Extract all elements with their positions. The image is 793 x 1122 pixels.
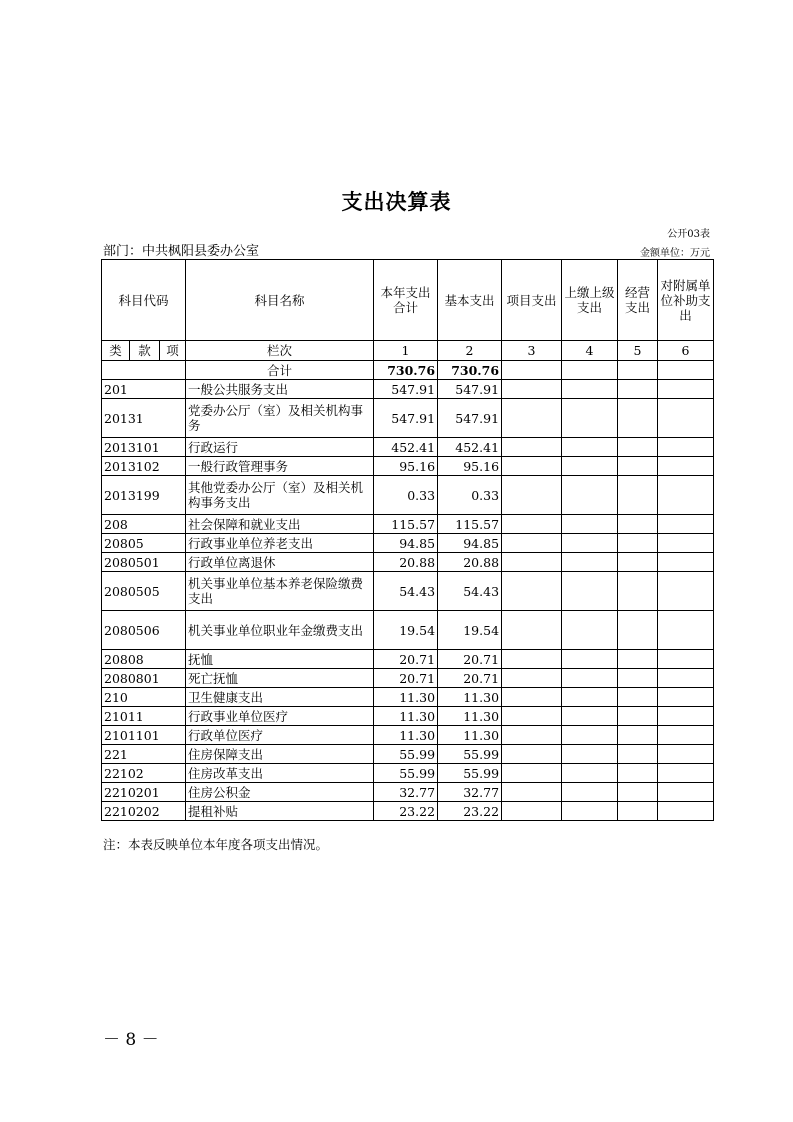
header-basic: 基本支出 xyxy=(438,260,502,341)
row-name: 卫生健康支出 xyxy=(186,688,374,707)
table-row xyxy=(102,457,714,476)
header-lanci: 栏次 xyxy=(186,341,374,361)
expenditure-table xyxy=(101,259,714,821)
total-row-basic: 730.76 xyxy=(438,361,502,380)
row-total: 32.77 xyxy=(374,783,438,802)
row-subsidy xyxy=(658,476,714,515)
row-subsidy xyxy=(658,438,714,457)
row-project xyxy=(502,783,562,802)
row-project xyxy=(502,688,562,707)
row-name: 提租补贴 xyxy=(186,802,374,821)
row-business xyxy=(618,380,658,399)
row-project xyxy=(502,669,562,688)
row-upper xyxy=(562,399,618,438)
row-basic: 11.30 xyxy=(438,707,502,726)
row-business xyxy=(618,745,658,764)
row-subsidy xyxy=(658,650,714,669)
row-total: 55.99 xyxy=(374,764,438,783)
row-code: 22102 xyxy=(102,764,186,783)
row-project xyxy=(502,726,562,745)
row-business xyxy=(618,726,658,745)
table-row xyxy=(102,515,714,534)
page-title: 支出决算表 xyxy=(341,190,452,214)
row-business xyxy=(618,802,658,821)
row-code: 2013199 xyxy=(102,476,186,515)
row-basic: 11.30 xyxy=(438,726,502,745)
row-basic: 94.85 xyxy=(438,534,502,553)
header-kuan: 款 xyxy=(130,341,160,361)
table-row xyxy=(102,745,714,764)
row-name: 住房保障支出 xyxy=(186,745,374,764)
header-subsidy: 对附属单位补助支出 xyxy=(658,260,714,341)
row-project xyxy=(502,438,562,457)
row-subsidy xyxy=(658,745,714,764)
row-name: 行政事业单位养老支出 xyxy=(186,534,374,553)
total-row-total: 730.76 xyxy=(374,361,438,380)
table-row xyxy=(102,688,714,707)
row-subsidy xyxy=(658,707,714,726)
row-project xyxy=(502,650,562,669)
table-row xyxy=(102,399,714,438)
row-business xyxy=(618,553,658,572)
row-name: 住房公积金 xyxy=(186,783,374,802)
amount-unit-label: 金额单位：万元 xyxy=(640,248,710,259)
row-total: 95.16 xyxy=(374,457,438,476)
row-total: 547.91 xyxy=(374,399,438,438)
row-name: 行政单位离退休 xyxy=(186,553,374,572)
row-business xyxy=(618,534,658,553)
row-name: 其他党委办公厅（室）及相关机构事务支出 xyxy=(186,476,374,515)
header-col1: 1 xyxy=(374,341,438,361)
row-subsidy xyxy=(658,572,714,611)
row-code: 208 xyxy=(102,515,186,534)
header-upper: 上缴上级支出 xyxy=(562,260,618,341)
row-project xyxy=(502,399,562,438)
row-code: 201 xyxy=(102,380,186,399)
row-project xyxy=(502,515,562,534)
row-basic: 115.57 xyxy=(438,515,502,534)
row-name: 社会保障和就业支出 xyxy=(186,515,374,534)
header-business: 经营支出 xyxy=(618,260,658,341)
row-code: 2080501 xyxy=(102,553,186,572)
table-row xyxy=(102,534,714,553)
table-row xyxy=(102,476,714,515)
row-basic: 32.77 xyxy=(438,783,502,802)
row-code: 2210202 xyxy=(102,802,186,821)
row-upper xyxy=(562,553,618,572)
row-subsidy xyxy=(658,399,714,438)
row-subsidy xyxy=(658,726,714,745)
row-upper xyxy=(562,515,618,534)
table-row xyxy=(102,783,714,802)
row-upper xyxy=(562,650,618,669)
row-basic: 11.30 xyxy=(438,688,502,707)
row-subsidy xyxy=(658,688,714,707)
row-subsidy xyxy=(658,783,714,802)
row-basic: 54.43 xyxy=(438,572,502,611)
row-upper xyxy=(562,764,618,783)
row-total: 11.30 xyxy=(374,688,438,707)
row-name: 死亡抚恤 xyxy=(186,669,374,688)
row-code: 2013101 xyxy=(102,438,186,457)
table-row xyxy=(102,764,714,783)
row-project xyxy=(502,764,562,783)
row-upper xyxy=(562,476,618,515)
row-name: 行政事业单位医疗 xyxy=(186,707,374,726)
row-name: 行政单位医疗 xyxy=(186,726,374,745)
row-name: 一般公共服务支出 xyxy=(186,380,374,399)
row-name: 党委办公厅（室）及相关机构事务 xyxy=(186,399,374,438)
header-lei: 类 xyxy=(102,341,130,361)
row-code: 221 xyxy=(102,745,186,764)
row-subsidy xyxy=(658,764,714,783)
row-name: 机关事业单位基本养老保险缴费支出 xyxy=(186,572,374,611)
row-business xyxy=(618,476,658,515)
row-name: 机关事业单位职业年金缴费支出 xyxy=(186,611,374,650)
row-total: 94.85 xyxy=(374,534,438,553)
row-code: 2101101 xyxy=(102,726,186,745)
row-business xyxy=(618,783,658,802)
row-business xyxy=(618,650,658,669)
row-basic: 547.91 xyxy=(438,380,502,399)
row-project xyxy=(502,802,562,821)
table-note: 注：本表反映单位本年度各项支出情况。 xyxy=(103,837,329,852)
row-upper xyxy=(562,669,618,688)
row-code: 2013102 xyxy=(102,457,186,476)
row-basic: 19.54 xyxy=(438,611,502,650)
header-col4: 4 xyxy=(562,341,618,361)
row-project xyxy=(502,457,562,476)
row-code: 2080505 xyxy=(102,572,186,611)
row-total: 0.33 xyxy=(374,476,438,515)
row-code: 21011 xyxy=(102,707,186,726)
header-col2: 2 xyxy=(438,341,502,361)
row-business xyxy=(618,438,658,457)
row-upper xyxy=(562,534,618,553)
row-total: 20.71 xyxy=(374,669,438,688)
row-business xyxy=(618,399,658,438)
row-total: 23.22 xyxy=(374,802,438,821)
row-business xyxy=(618,611,658,650)
table-row xyxy=(102,707,714,726)
row-business xyxy=(618,515,658,534)
row-project xyxy=(502,611,562,650)
row-upper xyxy=(562,688,618,707)
row-total: 20.71 xyxy=(374,650,438,669)
row-upper xyxy=(562,745,618,764)
row-basic: 452.41 xyxy=(438,438,502,457)
row-subsidy xyxy=(658,380,714,399)
row-code: 20808 xyxy=(102,650,186,669)
header-col6: 6 xyxy=(658,341,714,361)
row-upper xyxy=(562,572,618,611)
row-basic: 20.71 xyxy=(438,650,502,669)
row-subsidy xyxy=(658,802,714,821)
page-number: － 8 － xyxy=(103,1030,159,1050)
row-code: 2080801 xyxy=(102,669,186,688)
row-upper xyxy=(562,380,618,399)
row-subsidy xyxy=(658,534,714,553)
table-row xyxy=(102,669,714,688)
row-total: 20.88 xyxy=(374,553,438,572)
table-row xyxy=(102,611,714,650)
table-row xyxy=(102,726,714,745)
row-code: 2080506 xyxy=(102,611,186,650)
row-total: 55.99 xyxy=(374,745,438,764)
row-code: 20805 xyxy=(102,534,186,553)
row-basic: 20.71 xyxy=(438,669,502,688)
row-business xyxy=(618,688,658,707)
header-name: 科目名称 xyxy=(186,260,374,341)
row-total: 115.57 xyxy=(374,515,438,534)
row-total: 452.41 xyxy=(374,438,438,457)
table-row xyxy=(102,438,714,457)
row-subsidy xyxy=(658,457,714,476)
row-business xyxy=(618,457,658,476)
row-project xyxy=(502,476,562,515)
row-code: 20131 xyxy=(102,399,186,438)
row-basic: 20.88 xyxy=(438,553,502,572)
row-name: 行政运行 xyxy=(186,438,374,457)
table-row xyxy=(102,572,714,611)
header-code: 科目代码 xyxy=(102,260,186,341)
row-subsidy xyxy=(658,669,714,688)
row-project xyxy=(502,707,562,726)
row-basic: 23.22 xyxy=(438,802,502,821)
department-label: 部门：中共枫阳县委办公室 xyxy=(103,244,260,259)
row-project xyxy=(502,572,562,611)
table-row xyxy=(102,380,714,399)
row-basic: 0.33 xyxy=(438,476,502,515)
header-total: 本年支出合计 xyxy=(374,260,438,341)
row-upper xyxy=(562,438,618,457)
row-basic: 55.99 xyxy=(438,764,502,783)
row-subsidy xyxy=(658,611,714,650)
row-basic: 547.91 xyxy=(438,399,502,438)
table-row xyxy=(102,802,714,821)
row-basic: 95.16 xyxy=(438,457,502,476)
row-project xyxy=(502,553,562,572)
row-upper xyxy=(562,802,618,821)
row-upper xyxy=(562,611,618,650)
row-total: 547.91 xyxy=(374,380,438,399)
row-code: 2210201 xyxy=(102,783,186,802)
header-xiang: 项 xyxy=(160,341,186,361)
row-name: 抚恤 xyxy=(186,650,374,669)
row-business xyxy=(618,572,658,611)
row-project xyxy=(502,745,562,764)
row-subsidy xyxy=(658,515,714,534)
row-upper xyxy=(562,726,618,745)
table-row xyxy=(102,650,714,669)
header-col5: 5 xyxy=(618,341,658,361)
row-total: 11.30 xyxy=(374,726,438,745)
row-project xyxy=(502,534,562,553)
row-total: 11.30 xyxy=(374,707,438,726)
table-row xyxy=(102,553,714,572)
row-upper xyxy=(562,707,618,726)
row-business xyxy=(618,707,658,726)
header-project: 项目支出 xyxy=(502,260,562,341)
row-total: 19.54 xyxy=(374,611,438,650)
row-subsidy xyxy=(658,553,714,572)
row-upper xyxy=(562,457,618,476)
total-row-label: 合计 xyxy=(186,361,374,380)
row-total: 54.43 xyxy=(374,572,438,611)
row-basic: 55.99 xyxy=(438,745,502,764)
row-upper xyxy=(562,783,618,802)
header-col3: 3 xyxy=(502,341,562,361)
row-project xyxy=(502,380,562,399)
row-name: 住房改革支出 xyxy=(186,764,374,783)
row-code: 210 xyxy=(102,688,186,707)
row-business xyxy=(618,764,658,783)
row-business xyxy=(618,669,658,688)
row-name: 一般行政管理事务 xyxy=(186,457,374,476)
form-number: 公开03表 xyxy=(667,229,710,240)
